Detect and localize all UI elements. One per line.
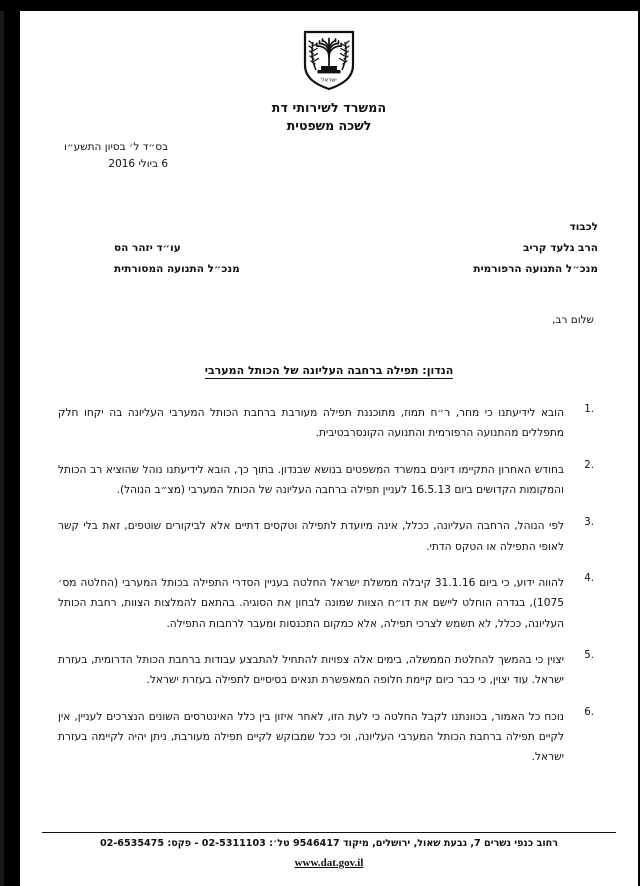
bureau-name: לשכה משפטית: [286, 118, 372, 134]
footer: [42, 832, 616, 870]
letterhead: [20, 11, 638, 135]
hebrew-date: בס״ד ל׳ בסיון התשע״ו: [64, 141, 169, 153]
paragraph-number: 6.: [584, 707, 594, 719]
date-block: [64, 139, 168, 173]
addressee-secondary-name: עו״ד יזהר הס: [114, 242, 181, 255]
body-paragraph: [58, 573, 594, 634]
letter-page: [20, 11, 638, 886]
footer-divider: [42, 832, 616, 833]
paragraph-text: בחודש האחרון התקיימו דיונים במשרד המשפטים בנושא שבנדון. בתוך כך, הובא לידיעתנו נוהל שהוציא רב הכותל והמקומות הקדושים ביום 16.5.13 לעניין תפילה ברחבה העליונה של הכותל המערבי (מצ״ב הנוהל).: [58, 463, 564, 496]
paragraph-number: 3.: [584, 516, 594, 528]
addressee-to-label: לכבוד: [569, 221, 598, 233]
subject-line: [20, 364, 638, 377]
addressee-secondary-title: מנכ״ל התנועה המסורתית: [114, 262, 240, 275]
addressee-primary-name: הרב גלעד קריב: [522, 242, 598, 255]
addressee-columns: [64, 238, 598, 279]
letter-body: [58, 403, 594, 784]
scan-border-top: [0, 0, 640, 11]
footer-website-link[interactable]: www.dat.gov.il: [294, 857, 364, 869]
paragraph-text: הובא לידיעתנו כי מחר, ר״ח תמוז, מתוכננת תפילה מעורבת ברחבת הכותל המערבי העליונה בה יקחו חלק מתפללים מהתנועה הרפורמית והתנועה הקונסרבטיבית.: [58, 407, 564, 440]
ministry-name: המשרד לשירותי דת: [271, 100, 387, 115]
greeting: שלום רב,: [552, 314, 594, 326]
body-paragraph: [58, 650, 594, 691]
addressee-secondary: [114, 238, 344, 279]
addressee-block: [64, 217, 598, 279]
body-paragraph: [58, 707, 594, 768]
body-paragraph: [58, 403, 594, 444]
paragraph-number: 5.: [584, 650, 594, 662]
paragraph-number: 1.: [584, 403, 594, 415]
body-paragraph: [58, 460, 594, 501]
gregorian-date: 6 ביולי 2016: [108, 157, 169, 170]
paragraph-text: לפי הנוהל, הרחבה העליונה, ככלל, אינה מיועדת לתפילה וטקסים דתיים אלא לביקורים שוטפים, זאת בלי קשר לאופי התפילה או הטקס הדתי.: [58, 520, 564, 553]
emblem-caption: ישראל: [321, 77, 337, 84]
paragraph-number: 2.: [584, 460, 594, 472]
scan-border-left: [0, 11, 4, 886]
paragraph-text: להווה ידוע, כי ביום 31.1.16 קיבלה ממשלת ישראל החלטה בעניין הסדרי התפילה בכותל המערבי (החלטה מס׳ 1075), בגדרה הוחלט ליישם את דו״ח הצוות שמונה לבחון את הסוגיה. בהתאם להמלצות הצוות, רחבת הכותל העליונה, ככלל, לא תשמש לצרכי תפילה, אלא כמקום התכנסות ומעבר לרחבות התפילה.: [58, 576, 564, 630]
israel-state-emblem-icon: [302, 29, 356, 91]
paragraph-text: יצוין כי בהמשך להחלטת הממשלה, בימים אלה צפויות להתחיל להתבצע עבודות ברחבת הכותל הדרומית, בעזרת ישראל. עוד יצוין, כי כבר כיום קיימת חלופה המאפשרת תנאים בסיסיים לתפילה בעזרת ישראל.: [58, 653, 564, 687]
body-paragraph: [58, 516, 594, 557]
subject-text: הנדון: תפילה ברחבה העליונה של הכותל המערבי: [204, 364, 454, 377]
footer-address: רחוב כנפי נשרים 7, גבעת שאול, ירושלים, מיקוד 9546417 טל׳: 02-5311103 - פקס: 02-6535475: [99, 837, 559, 849]
paragraph-text: נוכח כל האמור, בכוונתנו לקבל החלטה כי לעת הזו, לאחר איזון בין כלל האינטרסים השונים הנצרכים לעניין, אין לקיים תפילה ברחבת הכותל המערבי העליונה, וכי ככל שמבוקש לקיים תפילה מעורבת, ניתן יהיה לקיימה בעזרת ישראל.: [58, 710, 564, 764]
addressee-primary: [386, 238, 598, 279]
addressee-primary-title: מנכ״ל התנועה הרפורמית: [473, 262, 598, 275]
paragraph-number: 4.: [584, 573, 594, 585]
